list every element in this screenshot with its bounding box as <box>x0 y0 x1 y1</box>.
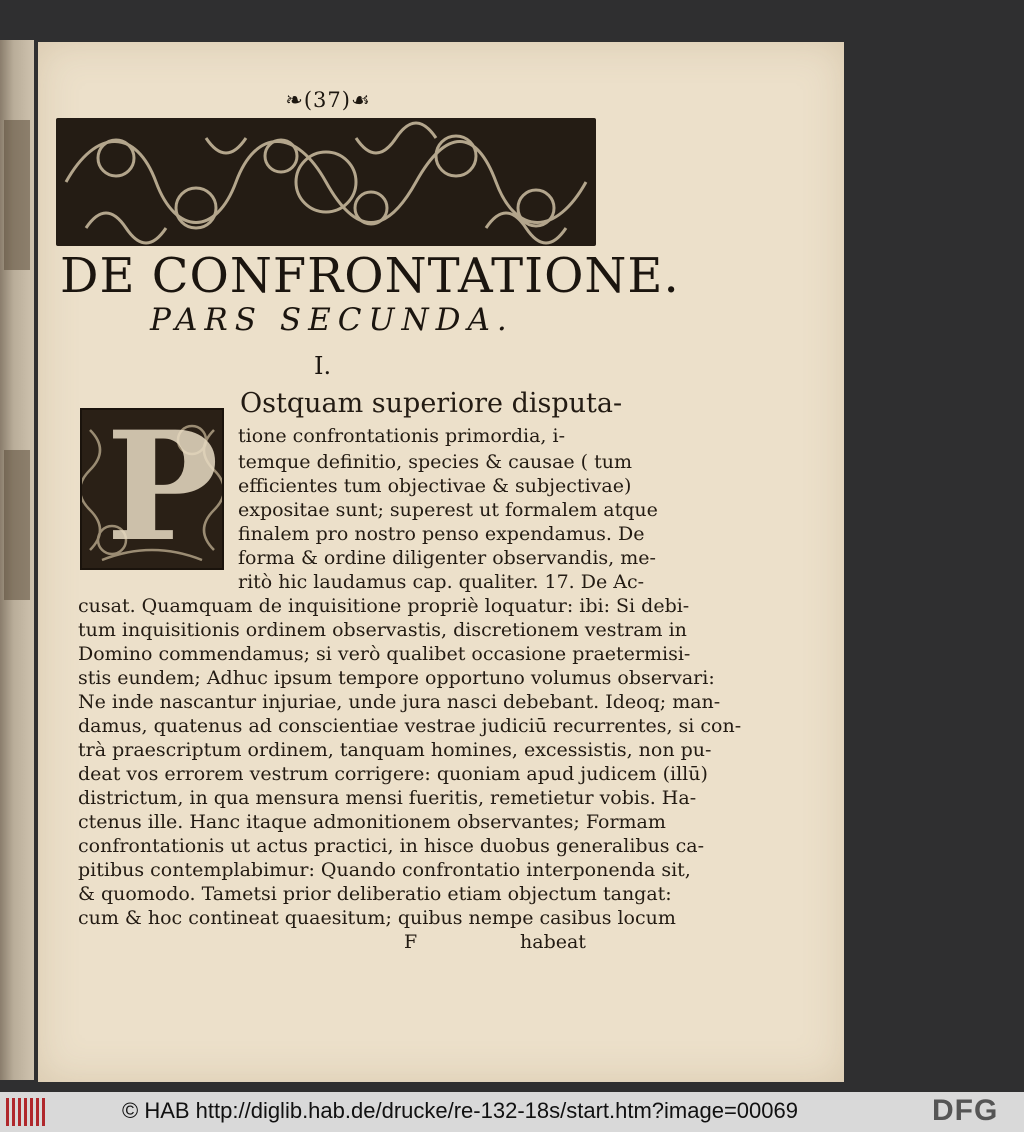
signature-mark: F <box>404 931 418 953</box>
text-line: districtum, in qua mensura mensi fueritis, remetietur vobis. Ha- <box>78 787 697 809</box>
text-line: pitibus contemplabimur: Quando confrontatio interponenda sit, <box>78 859 691 881</box>
text-line: expositae sunt; superest ut formalem atque <box>238 499 658 521</box>
text-line: Domino commendamus; si verò qualibet occasione praetermisi- <box>78 643 691 665</box>
text-line: efficientes tum objectivae & subjectivae) <box>238 475 632 497</box>
text-line: finalem pro nostro penso expendamus. De <box>238 523 645 545</box>
page-number-left-ornament: ❧( <box>285 88 314 112</box>
text-line: stis eundem; Adhuc ipsum tempore opportuno volumus observari: <box>78 667 715 689</box>
text-line: & quomodo. Tametsi prior deliberatio etiam objectum tangat: <box>78 883 672 905</box>
hab-logo-icon <box>6 1098 46 1126</box>
text-line: tum inquisitionis ordinem observastis, discretionem vestram in <box>78 619 687 641</box>
text-line: Ne inde nascantur injuriae, unde jura nasci debebant. Ideoq; man- <box>78 691 721 713</box>
text-line: tione confrontationis primordia, i- <box>238 425 565 447</box>
text-line: deat vos errorem vestrum corrigere: quoniam apud judicem (illū) <box>78 763 708 785</box>
text-line: cum & hoc contineat quaesitum; quibus nempe casibus locum <box>78 907 676 929</box>
text-line: Ostquam superiore disputa- <box>240 388 623 419</box>
page-number-right-ornament: )☙ <box>341 88 371 112</box>
catchword: habeat <box>520 931 586 953</box>
initial-letter: P <box>106 408 219 570</box>
text-line: ctenus ille. Hanc itaque admonitionem observantes; Formam <box>78 811 666 833</box>
text-line: forma & ordine diligenter observandis, me- <box>238 547 656 569</box>
page-number-value: 37 <box>313 88 342 112</box>
copyright-link[interactable]: © HAB http://diglib.hab.de/drucke/re-132-18s/start.htm?image=00069 <box>122 1098 798 1123</box>
text-line: damus, quatenus ad conscientiae vestrae judiciū recurrentes, si con- <box>78 715 742 737</box>
text-line: temque definitio, species & causae ( tum <box>238 451 632 473</box>
section-number: I. <box>314 352 332 380</box>
chapter-subtitle: PARS SECUNDA. <box>150 302 514 338</box>
text-line: confrontationis ut actus practici, in hisce duobus generalibus ca- <box>78 835 704 857</box>
text-line: trà praescriptum ordinem, tanquam homines, excessistis, non pu- <box>78 739 712 761</box>
text-line: ritò hic laudamus cap. qualiter. 17. De Ac- <box>238 571 645 593</box>
dfg-logo: DFG <box>932 1094 999 1127</box>
text-line: cusat. Quamquam de inquisitione propriè loquatur: ibi: Si debi- <box>78 595 690 617</box>
chapter-title: DE CONFRONTATIONE. <box>60 248 680 304</box>
